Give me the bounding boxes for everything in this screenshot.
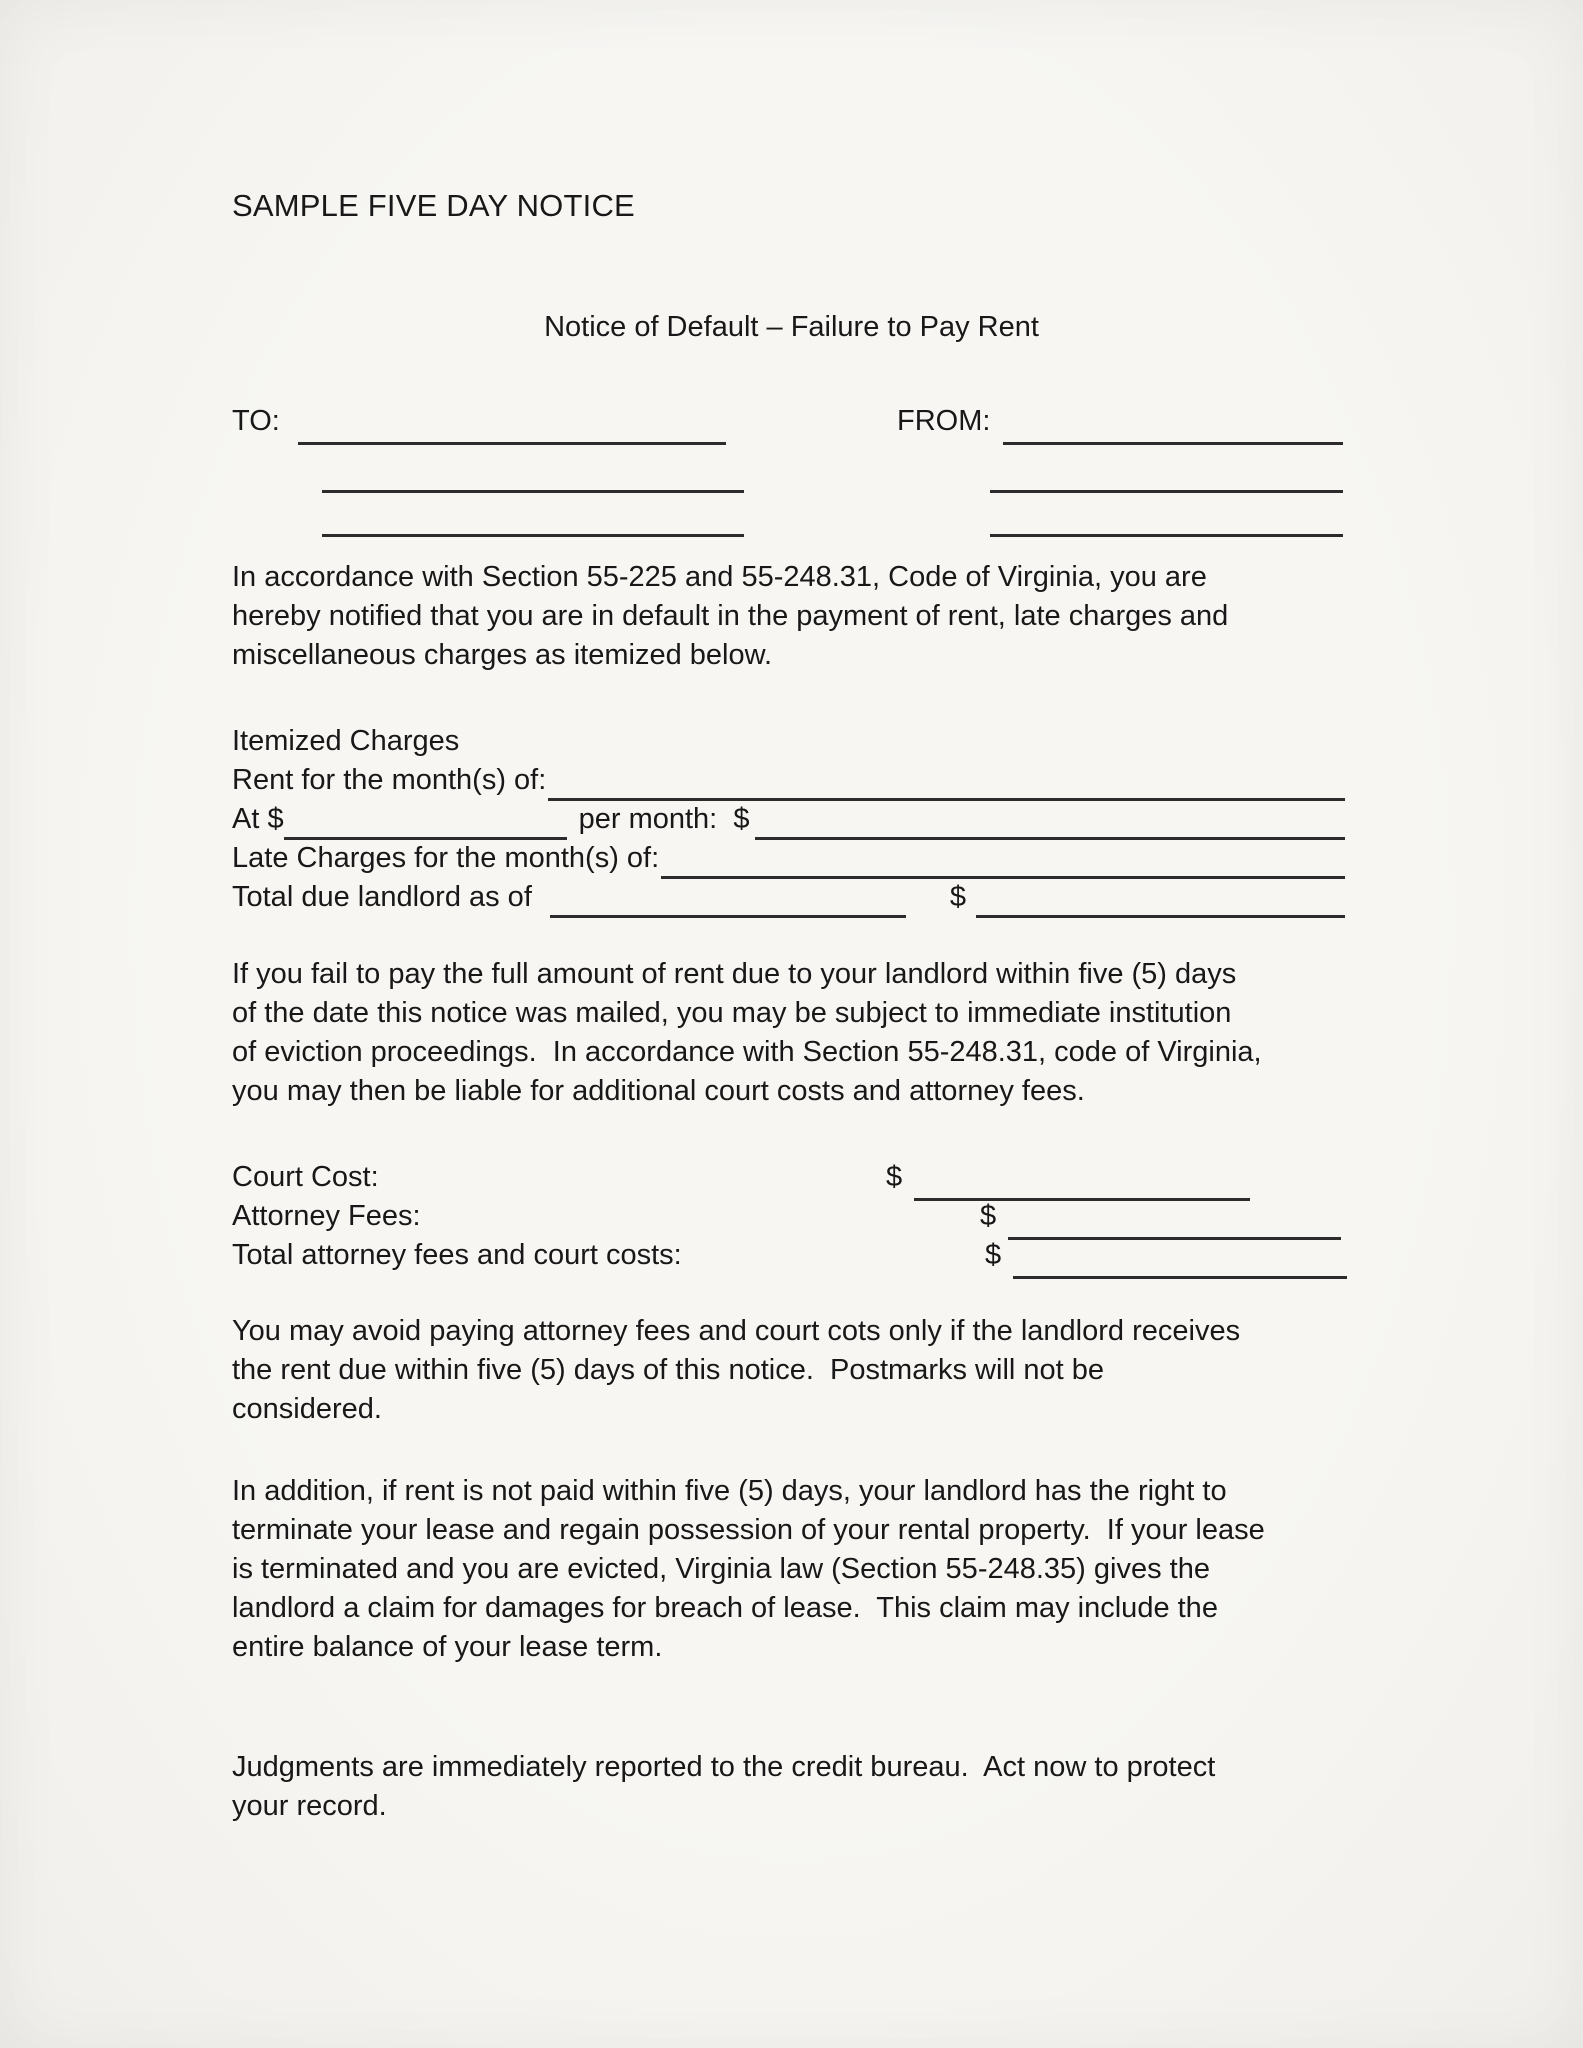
rent-months-label: Rent for the month(s) of: xyxy=(232,764,547,796)
attorney-fees-amount-field[interactable] xyxy=(1008,1197,1341,1240)
judgments-paragraph xyxy=(232,1748,1215,1826)
attorney-fees-label: Attorney Fees: xyxy=(232,1200,421,1232)
paragraph-line: of the date this notice was mailed, you may be subject to immediate institution xyxy=(232,997,1232,1029)
total-fees-label: Total attorney fees and court costs: xyxy=(232,1239,682,1271)
from-name-field-line-1[interactable] xyxy=(1003,402,1343,445)
rent-months-row xyxy=(232,761,1345,801)
dollar-sign: $ xyxy=(980,1200,997,1232)
itemized-charges-heading: Itemized Charges xyxy=(232,725,460,757)
paragraph-line: you may then be liable for additional court costs and attorney fees. xyxy=(232,1075,1085,1107)
dollar-sign: $ xyxy=(949,881,967,913)
per-month-label: per month: $ xyxy=(578,803,750,835)
court-cost-amount-field[interactable] xyxy=(914,1158,1250,1201)
termination-paragraph xyxy=(232,1472,1265,1667)
from-label: FROM: xyxy=(897,405,991,437)
total-due-amount-field[interactable] xyxy=(976,914,1345,918)
paragraph-line: landlord a claim for damages for breach of lease. This claim may include the xyxy=(232,1592,1218,1624)
to-label: TO: xyxy=(232,405,280,437)
total-due-label: Total due landlord as of xyxy=(232,881,532,913)
dollar-sign: $ xyxy=(985,1239,1002,1271)
dollar-sign: $ xyxy=(886,1161,903,1193)
to-name-field-line-1[interactable] xyxy=(298,402,726,445)
paragraph-line: In addition, if rent is not paid within five (5) days, your landlord has the right to xyxy=(232,1475,1227,1507)
eviction-warning-paragraph xyxy=(232,955,1262,1111)
paragraph-line: entire balance of your lease term. xyxy=(232,1631,663,1663)
paragraph-line: hereby notified that you are in default in the payment of rent, late charges and xyxy=(232,600,1229,632)
paragraph-line: the rent due within five (5) days of this notice. Postmarks will not be xyxy=(232,1354,1105,1386)
total-due-row xyxy=(232,878,1345,918)
total-due-date-field[interactable] xyxy=(550,914,906,918)
paragraph-line: of eviction proceedings. In accordance with Section 55-248.31, code of Virginia, xyxy=(232,1036,1262,1068)
paragraph-line: You may avoid paying attorney fees and court cots only if the landlord receives xyxy=(232,1315,1241,1347)
paragraph-line: considered. xyxy=(232,1393,382,1425)
paragraph-line: If you fail to pay the full amount of rent due to your landlord within five (5) days xyxy=(232,958,1237,990)
from-address-field-line-2[interactable] xyxy=(990,450,1343,493)
at-amount-label: At $ xyxy=(232,803,284,835)
paragraph-line: your record. xyxy=(232,1790,387,1822)
paragraph-line: terminate your lease and regain possession of your rental property. If your lease xyxy=(232,1514,1265,1546)
total-fees-amount-field[interactable] xyxy=(1013,1236,1347,1279)
document-title: SAMPLE FIVE DAY NOTICE xyxy=(232,188,635,223)
avoid-fees-paragraph xyxy=(232,1312,1240,1429)
paragraph-line: miscellaneous charges as itemized below. xyxy=(232,639,772,671)
late-charges-row xyxy=(232,839,1345,879)
paragraph-line: is terminated and you are evicted, Virginia law (Section 55-248.35) gives the xyxy=(232,1553,1210,1585)
paragraph-line: In accordance with Section 55-225 and 55-248.31, Code of Virginia, you are xyxy=(232,561,1207,593)
late-charges-label: Late Charges for the month(s) of: xyxy=(232,842,660,874)
rent-amount-row xyxy=(232,800,1345,840)
from-address-field-line-3[interactable] xyxy=(990,494,1343,537)
paragraph-line: Judgments are immediately reported to the credit bureau. Act now to protect xyxy=(232,1751,1216,1783)
to-address-field-line-3[interactable] xyxy=(322,494,744,537)
court-cost-label: Court Cost: xyxy=(232,1161,379,1193)
document-subtitle: Notice of Default – Failure to Pay Rent xyxy=(544,311,1039,343)
to-address-field-line-2[interactable] xyxy=(322,450,744,493)
intro-paragraph xyxy=(232,558,1228,675)
